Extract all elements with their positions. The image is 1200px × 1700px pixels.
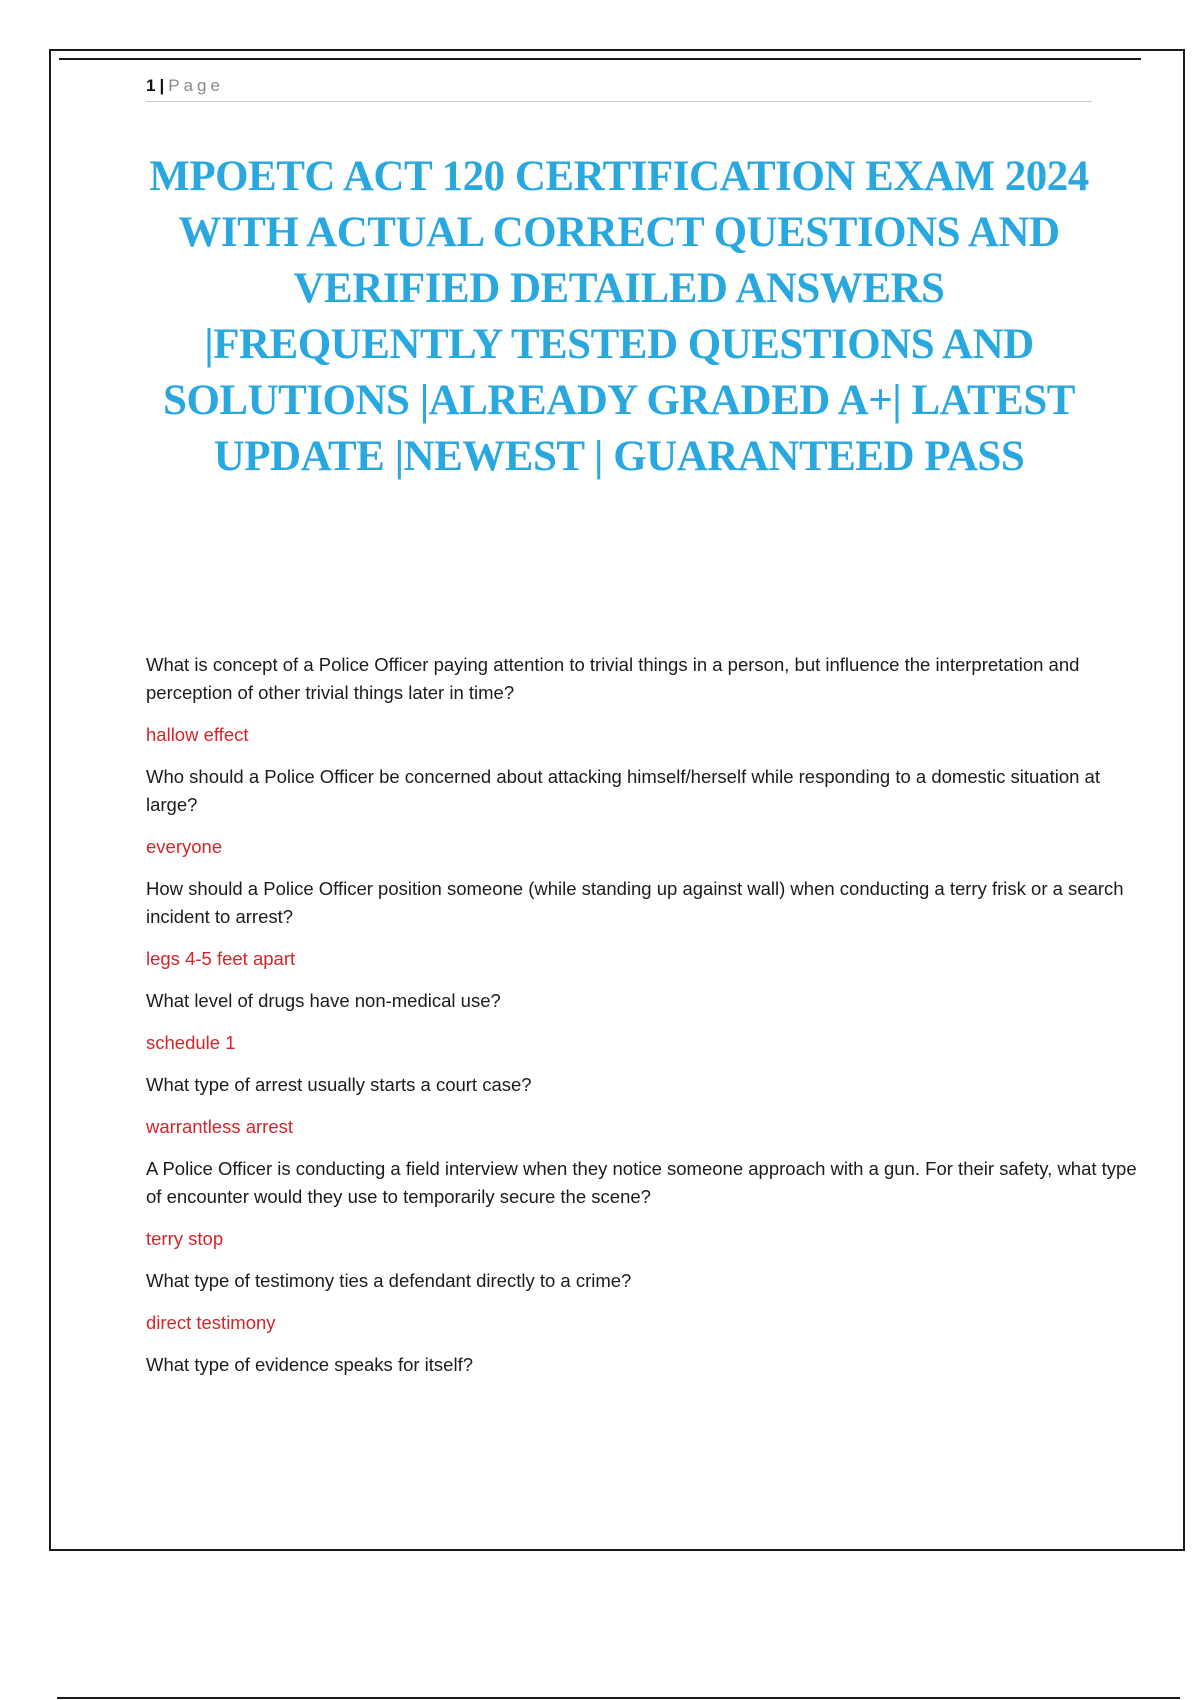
question-3: How should a Police Officer position someone (while standing up against wall) when conducting a terry frisk or a search incident to arrest? bbox=[146, 878, 1124, 927]
question-1: What is concept of a Police Officer paying attention to trivial things in a person, but influence the interpretation and perception of other trivial things later in time? bbox=[146, 654, 1080, 703]
page-number: 1 bbox=[146, 76, 156, 95]
question-8: What type of evidence speaks for itself? bbox=[146, 1354, 474, 1375]
answer-6: terry stop bbox=[146, 1228, 224, 1249]
question-6: A Police Officer is conducting a field interview when they notice someone approach with a gun. For their safety, what type of encounter would they use to temporarily secure the scene? bbox=[146, 1158, 1137, 1207]
answer-1: hallow effect bbox=[146, 724, 249, 745]
answer-7: direct testimony bbox=[146, 1312, 276, 1333]
question-5: What type of arrest usually starts a court case? bbox=[146, 1074, 532, 1095]
page-frame bbox=[49, 49, 1185, 1551]
answer-2: everyone bbox=[146, 836, 223, 857]
page-header bbox=[146, 75, 1092, 102]
question-7: What type of testimony ties a defendant directly to a crime? bbox=[146, 1270, 632, 1291]
document-title: MPOETC ACT 120 CERTIFICATION EXAM 2024 WITH ACTUAL CORRECT QUESTIONS AND VERIFIED DETAILED ANSWERS |FREQUENTLY TESTED QUESTIONS AND SOLUTIONS |ALREADY GRADED A+| LATEST UPDATE |NEWEST | GUARANTEED PASS bbox=[149, 153, 1089, 480]
question-2: Who should a Police Officer be concerned about attacking himself/herself while responding to a domestic situation at large? bbox=[146, 766, 1100, 815]
answer-5: warrantless arrest bbox=[146, 1116, 294, 1137]
page-word: Page bbox=[168, 76, 224, 95]
bottom-rule bbox=[57, 1697, 1180, 1699]
top-rule bbox=[59, 58, 1141, 60]
qa-list bbox=[146, 651, 1146, 1393]
page-separator: | bbox=[159, 76, 165, 95]
question-4: What level of drugs have non-medical use? bbox=[146, 990, 501, 1011]
answer-4: schedule 1 bbox=[146, 1032, 236, 1053]
answer-3: legs 4-5 feet apart bbox=[146, 948, 296, 969]
